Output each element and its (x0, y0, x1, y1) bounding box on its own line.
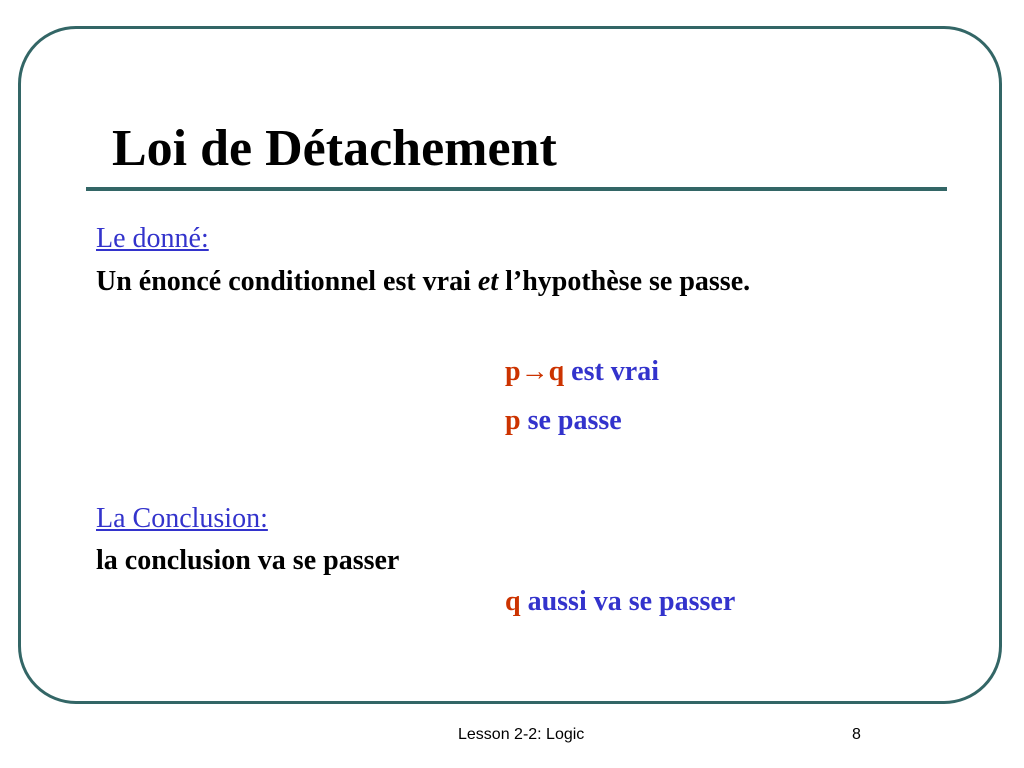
given-text (96, 267, 750, 298)
statement-conclusion-text: aussi va se passer (520, 586, 736, 617)
statement-hypothesis (505, 406, 622, 437)
statement-hypothesis-text: se passe (520, 405, 622, 436)
given-text-start: Un énoncé conditionnel est vrai (96, 266, 478, 297)
statement-conclusion-variable: q (505, 586, 521, 617)
statement-conclusion (505, 587, 735, 618)
title-divider (86, 187, 947, 191)
statement-hypothesis-variable: p (505, 405, 521, 436)
conclusion-text: la conclusion va se passer (96, 545, 400, 576)
given-text-emphasis: et (477, 266, 499, 297)
statement-implication (505, 357, 659, 388)
footer-page-number: 8 (852, 726, 861, 743)
statement-implication-variable: p→q (505, 356, 565, 387)
given-text-end: l’hypothèse se passe. (498, 266, 751, 297)
given-heading: Le donné: (96, 223, 209, 254)
footer-lesson: Lesson 2-2: Logic (458, 726, 585, 743)
slide-title: Loi de Détachement (112, 120, 557, 177)
conclusion-heading: La Conclusion: (96, 503, 268, 534)
statement-implication-text: est vrai (564, 356, 660, 387)
